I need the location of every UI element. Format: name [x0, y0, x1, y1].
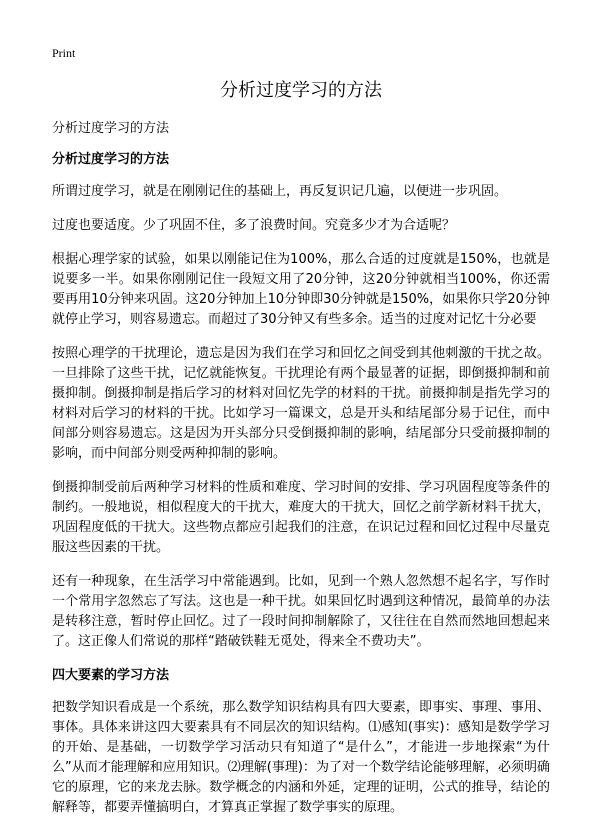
- paragraph: 过度也要适度。少了巩固不住，多了浪费时间。究竟多少才为合适呢？: [52, 218, 456, 233]
- section-heading-four-elements: 四大要素的学习方法: [52, 668, 170, 683]
- paragraph: 还有一种现象，在生活学习中常能遇到。比如，见到一个熟人忽然想不起名字，写作时一个常用字忽然忘了写法。这也是一种干扰。如果回忆时遇到这种情况，最简单的办法是转移注意，暂时停止回忆。过了一段时间抑制解除了，又往往在自然而然地回想起来了。这正像人们常说的那样“踏破铁鞋无觅处，得来全不费功夫”。: [52, 574, 550, 649]
- page-title: 分析过度学习的方法: [220, 80, 382, 101]
- section-heading-overlearning: 分析过度学习的方法: [52, 152, 170, 167]
- document-body: [52, 119, 550, 832]
- paragraph: 把数学知识看成是一个系统，那么数学知识结构具有四大要素，即事实、事理、事用、事体。具体来讲这四大要素具有不同层次的知识结构。⑴感知(事实)：感知是数学学习的开始、是基础，一切数学学习活动只有知道了“是什么”，才能进一步地探索“为什么”从而才能理解和应用知识。⑵理解(事理)：为了对一个数学结论能够理解，必须明确它的原理，它的来龙去脉。数学概念的内涵和外延，定理的证明，公式的推导，结论的解释等，都要弄懂搞明白，才算真正掌握了数学事实的原理。: [52, 700, 550, 815]
- paragraph: 所谓过度学习，就是在刚刚记住的基础上，再反复识记几遍，以便进一步巩固。: [52, 184, 508, 199]
- paragraph: 根据心理学家的试验，如果以刚能记住为100%，那么合适的过度就是150%，也就是说要多一半。如果你刚刚记住一段短文用了20分钟，这20分钟就相当100%，你还需要再用10分钟来巩固。这20分钟加上10分钟即30分钟就是150%，如果你只学20分钟就停止学习，则容易遗忘。而超过了30分钟又有些多余。适当的过度对记忆十分必要: [52, 252, 550, 327]
- document-page: [52, 0, 550, 828]
- paragraph: 按照心理学的干扰理论，遗忘是因为我们在学习和回忆之间受到其他刺激的干扰之故。一旦排除了这些干扰，记忆就能恢复。干扰理论有两个最显著的证据，即倒摄抑制和前摄抑制。倒摄抑制是指后学习的材料对回忆先学的材料的干扰。前摄抑制是指先学习的材料对后学习的材料的干扰。比如学习一篇课文，总是开头和结尾部分易于记住，而中间部分则容易遗忘。这是因为开头部分只受倒摄抑制的影响，结尾部分只受前摄抑制的影响，而中间部分则受两种抑制的影响。: [52, 346, 550, 461]
- paragraph: 倒摄抑制受前后两种学习材料的性质和难度、学习时间的安排、学习巩固程度等条件的制约。一般地说，相似程度大的干扰大，难度大的干扰大，回忆之前学新材料干扰大，巩固程度低的干扰大。这些物点都应引起我们的注意，在识记过程和回忆过程中尽量克服这些因素的干扰。: [52, 480, 550, 555]
- print-link[interactable]: Print: [52, 46, 76, 60]
- document-subtitle: 分析过度学习的方法: [52, 121, 170, 136]
